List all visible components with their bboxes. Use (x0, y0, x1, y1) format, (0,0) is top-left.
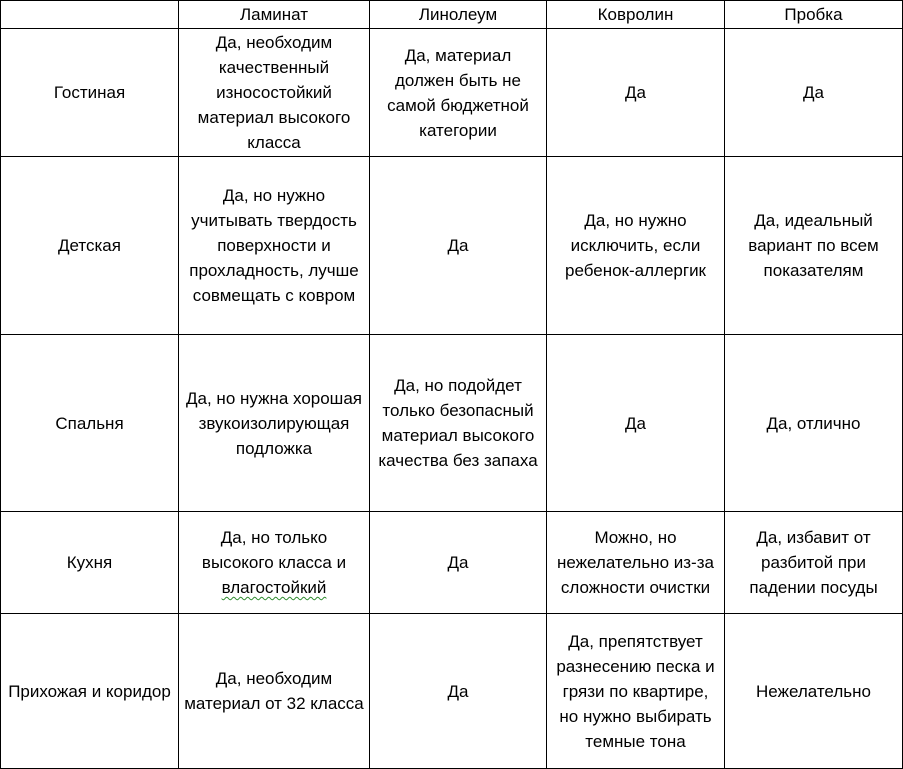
row-label-bedroom: Спальня (1, 335, 179, 512)
table-cell: Да, но нужно исключить, если ребенок-аллергик (547, 157, 725, 335)
table-cell: Да (725, 29, 903, 157)
corner-cell (1, 1, 179, 29)
row-label-living-room: Гостиная (1, 29, 179, 157)
table-cell: Да, но нужна хорошая звукоизолирующая подложка (179, 335, 370, 512)
header-linoleum: Линолеум (370, 1, 547, 29)
row-label-kitchen: Кухня (1, 512, 179, 614)
table-cell: Да, препятствует разнесению песка и грязи по квартире, но нужно выбирать темные тона (547, 614, 725, 769)
header-row (1, 1, 903, 29)
table-cell: Да, материал должен быть не самой бюджетной категории (370, 29, 547, 157)
table-cell: Да, идеальный вариант по всем показателям (725, 157, 903, 335)
table-row (1, 335, 903, 512)
table-cell: Да, необходим качественный износостойкий материал высокого класса (179, 29, 370, 157)
row-label-hallway: Прихожая и коридор (1, 614, 179, 769)
table-cell: Да (370, 614, 547, 769)
header-cork: Пробка (725, 1, 903, 29)
table-row (1, 614, 903, 769)
table-cell: Да, отлично (725, 335, 903, 512)
table-cell: Да, но нужно учитывать твердость поверхности и прохладность, лучше совмещать с ковром (179, 157, 370, 335)
table-cell: Да (370, 157, 547, 335)
table-cell: Да, но подойдет только безопасный материал высокого качества без запаха (370, 335, 547, 512)
table-cell: Да (547, 335, 725, 512)
cell-text: Да, но только высокого класса и (201, 528, 347, 572)
table-cell: Нежелательно (725, 614, 903, 769)
table-cell: Да (370, 512, 547, 614)
row-label-kids-room: Детская (1, 157, 179, 335)
table-cell: Да, избавит от разбитой при падении посуды (725, 512, 903, 614)
table-row (1, 512, 903, 614)
table-row (1, 157, 903, 335)
header-laminate: Ламинат (179, 1, 370, 29)
table-cell: Да, необходим материал от 32 класса (179, 614, 370, 769)
table-cell: Да (547, 29, 725, 157)
table-cell (179, 512, 370, 614)
table-cell: Можно, но нежелательно из-за сложности очистки (547, 512, 725, 614)
header-carpet: Ковролин (547, 1, 725, 29)
table-row (1, 29, 903, 157)
spellcheck-underlined-word: влагостойкий (221, 578, 327, 597)
